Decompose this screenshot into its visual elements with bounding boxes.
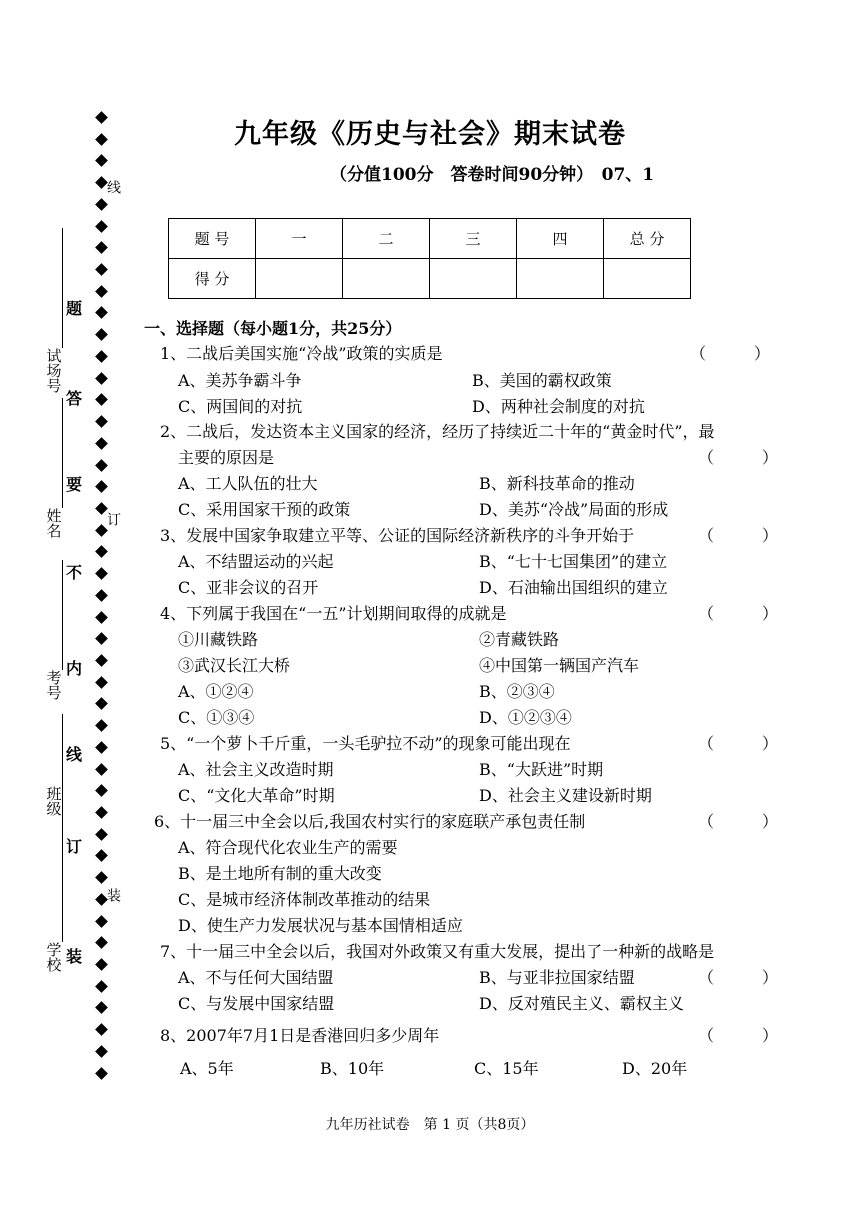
binding-word-small: 线 <box>105 180 121 194</box>
option: D、使生产力发展状况与基本国情相适应 <box>178 916 463 935</box>
field-line <box>62 398 63 508</box>
score-input-cell[interactable] <box>343 259 430 299</box>
option: D、20年 <box>622 1059 688 1078</box>
score-cell: 四 <box>517 219 604 259</box>
score-table-score-row <box>169 259 691 299</box>
option: B、与亚非拉国家结盟 <box>479 968 635 987</box>
binding-diamond <box>95 828 108 841</box>
question-stem: 4、下列属于我国在“一五”计划期间取得的成就是 <box>160 604 507 623</box>
binding-diamond <box>95 589 108 602</box>
option: D、反对殖民主义、霸权主义 <box>479 994 684 1013</box>
option: C、亚非会议的召开 <box>178 578 319 597</box>
binding-diamond <box>95 415 108 428</box>
score-table <box>168 218 691 299</box>
question-stem: 2、二战后，发达资本主义国家的经济，经历了持续近二十年的“黄金时代”，最 <box>160 422 715 441</box>
option: B、10年 <box>320 1059 385 1078</box>
option: A、不结盟运动的兴起 <box>178 552 334 571</box>
binding-word: 订 <box>66 837 83 856</box>
binding-diamond <box>95 328 108 341</box>
binding-word: 线 <box>66 745 83 764</box>
option: D、美苏“冷战”局面的形成 <box>479 500 669 519</box>
option: C、两国间的对抗 <box>178 397 303 416</box>
answer-blank[interactable]: （ ） <box>690 344 771 363</box>
option: B、美国的霸权政策 <box>472 371 612 390</box>
binding-diamond <box>95 980 108 993</box>
binding-diamond <box>95 806 108 819</box>
binding-word: 内 <box>66 659 83 678</box>
binding-diamond <box>95 155 108 168</box>
binding-diamond <box>95 437 108 450</box>
option: D、两种社会制度的对抗 <box>472 397 645 416</box>
statement-item: ④中国第一辆国产汽车 <box>479 656 640 675</box>
option: A、工人队伍的壮大 <box>178 474 318 493</box>
binding-diamond <box>95 741 108 754</box>
binding-diamond <box>95 1045 108 1058</box>
field-line <box>62 228 63 348</box>
binding-diamond <box>95 676 108 689</box>
score-cell: 题 号 <box>169 219 256 259</box>
binding-diamond <box>95 1067 108 1080</box>
statement-item: ②青藏铁路 <box>479 630 560 649</box>
binding-diamond <box>95 480 108 493</box>
binding-diamond <box>95 850 108 863</box>
field-label-exam-room: 试场号 <box>44 348 63 393</box>
binding-word-small: 订 <box>105 512 121 526</box>
question-stem-continued: 主要的原因是 <box>178 448 275 467</box>
binding-diamond <box>95 220 108 233</box>
option: A、5年 <box>180 1059 234 1078</box>
page-subtitle: （分值100分 答卷时间90分钟） 07、1 <box>330 165 655 185</box>
answer-blank[interactable]: （ ） <box>698 734 779 753</box>
option: B、“七十七国集团”的建立 <box>479 552 668 571</box>
option: C、15年 <box>474 1059 539 1078</box>
option: B、是土地所有制的重大改变 <box>178 864 382 883</box>
binding-word: 要 <box>66 475 83 494</box>
binding-diamond <box>95 871 108 884</box>
binding-diamond <box>95 263 108 276</box>
question-stem: 6、十一届三中全会以后,我国农村实行的家庭联产承包责任制 <box>154 812 586 831</box>
option: C、“文化大革命”时期 <box>178 786 335 805</box>
binding-diamond <box>95 958 108 971</box>
question-stem: 7、十一届三中全会以后，我国对外政策又有重大发展，提出了一种新的战略是 <box>160 942 715 961</box>
binding-diamond <box>95 719 108 732</box>
answer-blank[interactable]: （ ） <box>698 526 779 545</box>
option: C、与发展中国家结盟 <box>178 994 335 1013</box>
option: A、符合现代化农业生产的需要 <box>178 838 398 857</box>
binding-diamond <box>95 654 108 667</box>
option: D、社会主义建设新时期 <box>479 786 652 805</box>
statement-item: ③武汉长江大桥 <box>178 656 291 675</box>
score-cell: 得 分 <box>169 259 256 299</box>
binding-diamond <box>95 133 108 146</box>
field-line <box>62 832 63 942</box>
page-title: 九年级《历史与社会》期末试卷 <box>234 119 626 150</box>
option: A、美苏争霸斗争 <box>178 371 302 390</box>
score-cell: 二 <box>343 219 430 259</box>
score-cell: 一 <box>256 219 343 259</box>
binding-diamond <box>95 915 108 928</box>
score-cell: 三 <box>430 219 517 259</box>
answer-blank[interactable]: （ ） <box>698 968 779 987</box>
binding-diamond <box>95 372 108 385</box>
binding-diamond <box>95 763 108 776</box>
field-label-name: 姓名 <box>44 508 63 538</box>
score-input-cell[interactable] <box>430 259 517 299</box>
binding-diamond <box>95 241 108 254</box>
binding-diamond <box>95 936 108 949</box>
option: C、①③④ <box>178 708 255 727</box>
option: C、是城市经济体制改革推动的结果 <box>178 890 431 909</box>
question-stem: 3、发展中国家争取建立平等、公证的国际经济新秩序的斗争开始于 <box>160 526 635 545</box>
answer-blank[interactable]: （ ） <box>698 812 779 831</box>
binding-diamond <box>95 285 108 298</box>
binding-diamond <box>95 307 108 320</box>
binding-diamond <box>95 459 108 472</box>
binding-word-small: 装 <box>105 888 121 902</box>
binding-word: 不 <box>66 563 83 582</box>
binding-diamond <box>95 546 108 559</box>
answer-blank[interactable]: （ ） <box>698 604 779 623</box>
field-label-class: 班级 <box>44 786 63 816</box>
binding-diamond <box>95 611 108 624</box>
binding-diamond <box>95 1023 108 1036</box>
score-input-cell[interactable] <box>517 259 604 299</box>
binding-diamond <box>95 1002 108 1015</box>
binding-diamond <box>95 784 108 797</box>
answer-blank[interactable]: （ ） <box>698 1026 779 1045</box>
question-stem: 5、“一个萝卜千斤重，一头毛驴拉不动”的现象可能出现在 <box>160 734 571 753</box>
binding-word: 装 <box>66 947 83 966</box>
score-input-cell[interactable] <box>604 259 691 299</box>
binding-diamond-column <box>90 113 112 1078</box>
binding-diamond <box>95 111 108 124</box>
question-stem: 8、2007年7月1日是香港回归多少周年 <box>160 1026 440 1045</box>
option: D、石油输出国组织的建立 <box>479 578 668 597</box>
score-table-header-row <box>169 219 691 259</box>
binding-diamond <box>95 698 108 711</box>
option: A、社会主义改造时期 <box>178 760 334 779</box>
binding-diamond <box>95 632 108 645</box>
option: A、不与任何大国结盟 <box>178 968 334 987</box>
field-label-exam-number: 考号 <box>44 670 63 700</box>
score-input-cell[interactable] <box>256 259 343 299</box>
option: B、新科技革命的推动 <box>479 474 635 493</box>
field-line <box>62 560 63 670</box>
section-heading: 一、选择题（每小题1分，共25分） <box>144 319 402 338</box>
binding-word: 答 <box>66 389 83 408</box>
option: B、“大跃进”时期 <box>479 760 604 779</box>
question-stem: 1、二战后美国实施“冷战”政策的实质是 <box>160 344 443 363</box>
option: A、①②④ <box>178 682 254 701</box>
option: B、②③④ <box>479 682 555 701</box>
binding-diamond <box>95 350 108 363</box>
option: C、采用国家干预的政策 <box>178 500 351 519</box>
binding-diamond <box>95 567 108 580</box>
binding-diamond <box>95 393 108 406</box>
binding-word: 题 <box>66 299 83 318</box>
binding-diamond <box>95 198 108 211</box>
option: D、①②③④ <box>479 708 572 727</box>
statement-item: ①川藏铁路 <box>178 630 259 649</box>
field-label-school: 学校 <box>44 942 63 972</box>
score-cell: 总 分 <box>604 219 691 259</box>
answer-blank[interactable]: （ ） <box>698 448 779 467</box>
page-footer: 九年历社试卷 第 1 页（共8页） <box>325 1117 535 1133</box>
